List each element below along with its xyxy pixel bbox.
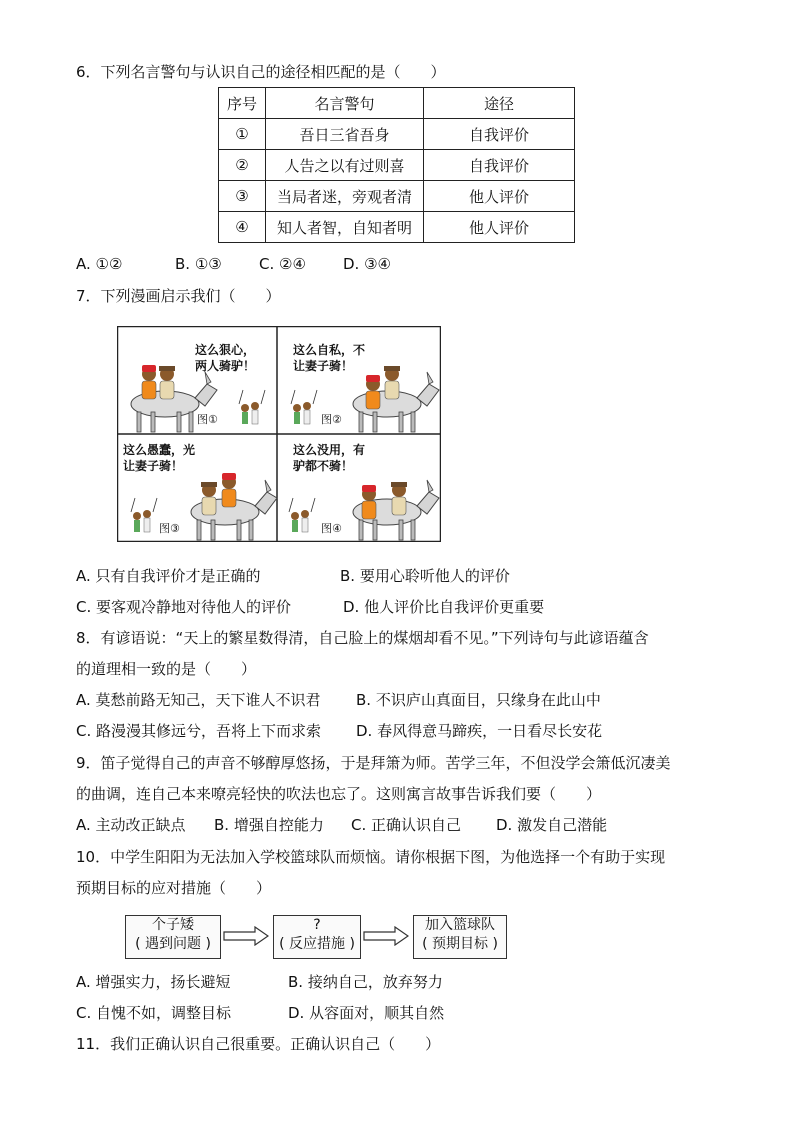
q10-option-a[interactable]: A. 增强实力，扬长避短 — [76, 973, 231, 991]
flow-box-subtitle: ( 反应措施 ) — [279, 936, 355, 952]
flow-diagram — [123, 912, 508, 962]
q11-stem: 11．我们正确认识自己很重要。正确认识自己（ ） — [76, 1035, 441, 1053]
comic-illustration — [117, 326, 441, 542]
q8-option-b[interactable]: B. 不识庐山真面目，只缘身在此山中 — [356, 691, 601, 709]
q7-option-b[interactable]: B. 要用心聆听他人的评价 — [340, 567, 510, 585]
q9-option-c[interactable]: C. 正确认识自己 — [351, 816, 462, 834]
table-cell: ③ — [219, 181, 266, 212]
col-header: 途径 — [424, 88, 575, 119]
flow-box-goal — [413, 915, 507, 959]
q7-stem: 7．下列漫画启示我们（ ） — [76, 287, 281, 305]
table-cell: 吾日三省吾身 — [266, 119, 424, 150]
table-row — [219, 212, 575, 243]
q9-stem: 9．笛子觉得自己的声音不够醇厚悠扬，于是拜箫为师。苦学三年，不但没学会箫低沉凄美 — [76, 754, 671, 772]
panel-1-label: 图① — [197, 413, 218, 426]
q9-option-b[interactable]: B. 增强自控能力 — [214, 816, 324, 834]
q9-option-d[interactable]: D. 激发自己潜能 — [496, 816, 608, 834]
flow-box-title: 个子矮 — [152, 917, 194, 933]
panel-2-caption: 这么自私，不 — [293, 343, 366, 357]
table-header-row — [219, 88, 575, 119]
panel-3-caption: 让妻子骑！ — [123, 459, 184, 473]
table-cell: ② — [219, 150, 266, 181]
table-cell: 他人评价 — [424, 212, 575, 243]
flow-box-title: ? — [313, 917, 321, 933]
q6-option-c[interactable]: C. ②④ — [259, 255, 306, 273]
q10-stem: 10．中学生阳阳为无法加入学校篮球队而烦恼。请你根据下图，为他选择一个有助于实现 — [76, 848, 666, 866]
table-cell: 他人评价 — [424, 181, 575, 212]
panel-4-caption: 这么没用，有 — [293, 443, 366, 457]
q9-option-a[interactable]: A. 主动改正缺点 — [76, 816, 186, 834]
panel-4-caption: 驴都不骑！ — [293, 459, 354, 473]
panel-2-caption: 让妻子骑！ — [293, 359, 354, 373]
q9-stem: 的曲调，连自己本来嘹亮轻快的吹法也忘了。这则寓言故事告诉我们要（ ） — [76, 785, 602, 803]
table-cell: 人告之以有过则喜 — [266, 150, 424, 181]
q8-option-c[interactable]: C. 路漫漫其修远兮，吾将上下而求索 — [76, 722, 322, 740]
table-cell: 当局者迷，旁观者清 — [266, 181, 424, 212]
table-cell: 自我评价 — [424, 119, 575, 150]
table-row — [219, 150, 575, 181]
flow-box-measure — [273, 915, 361, 959]
flow-box-title: 加入篮球队 — [425, 917, 495, 933]
table-row — [219, 119, 575, 150]
flow-box-subtitle: ( 预期目标 ) — [422, 936, 498, 952]
arrow-right-icon — [223, 926, 269, 946]
comic-strip — [117, 326, 441, 542]
q8-stem: 8．有谚语说：“天上的繁星数得清，自己脸上的煤烟却看不见。”下列诗句与此谚语蕴含 — [76, 629, 649, 647]
q8-option-a[interactable]: A. 莫愁前路无知己，天下谁人不识君 — [76, 691, 321, 709]
q7-option-a[interactable]: A. 只有自我评价才是正确的 — [76, 567, 261, 585]
q8-stem: 的道理相一致的是（ ） — [76, 660, 257, 678]
q6-option-d[interactable]: D. ③④ — [343, 255, 391, 273]
table-cell: ① — [219, 119, 266, 150]
col-header: 序号 — [219, 88, 266, 119]
panel-4-label: 图④ — [321, 522, 342, 535]
table-cell: 自我评价 — [424, 150, 575, 181]
q6-stem: 6．下列名言警句与认识自己的途径相匹配的是（ ） — [76, 63, 446, 81]
q6-option-a[interactable]: A. ①② — [76, 255, 123, 273]
q10-stem: 预期目标的应对措施（ ） — [76, 879, 272, 897]
q7-option-d[interactable]: D. 他人评价比自我评价更重要 — [343, 598, 545, 616]
col-header: 名言警句 — [266, 88, 424, 119]
q6-table — [218, 87, 575, 243]
panel-1-caption: 两人骑驴！ — [195, 359, 256, 373]
table-row — [219, 181, 575, 212]
flow-box-subtitle: ( 遇到问题 ) — [135, 936, 211, 952]
q7-option-c[interactable]: C. 要客观冷静地对待他人的评价 — [76, 598, 292, 616]
panel-1-caption: 这么狠心， — [195, 343, 256, 357]
q6-option-b[interactable]: B. ①③ — [175, 255, 222, 273]
q10-option-b[interactable]: B. 接纳自己，放弃努力 — [288, 973, 443, 991]
panel-2-label: 图② — [321, 413, 342, 426]
q10-option-d[interactable]: D. 从容面对，顺其自然 — [288, 1004, 445, 1022]
flow-box-problem — [125, 915, 221, 959]
panel-3-label: 图③ — [159, 522, 180, 535]
arrow-right-icon — [363, 926, 409, 946]
panel-3-caption: 这么愚蠢，光 — [123, 443, 196, 457]
q10-option-c[interactable]: C. 自愧不如，调整目标 — [76, 1004, 232, 1022]
table-cell: ④ — [219, 212, 266, 243]
q8-option-d[interactable]: D. 春风得意马蹄疾，一日看尽长安花 — [356, 722, 603, 740]
table-cell: 知人者智，自知者明 — [266, 212, 424, 243]
